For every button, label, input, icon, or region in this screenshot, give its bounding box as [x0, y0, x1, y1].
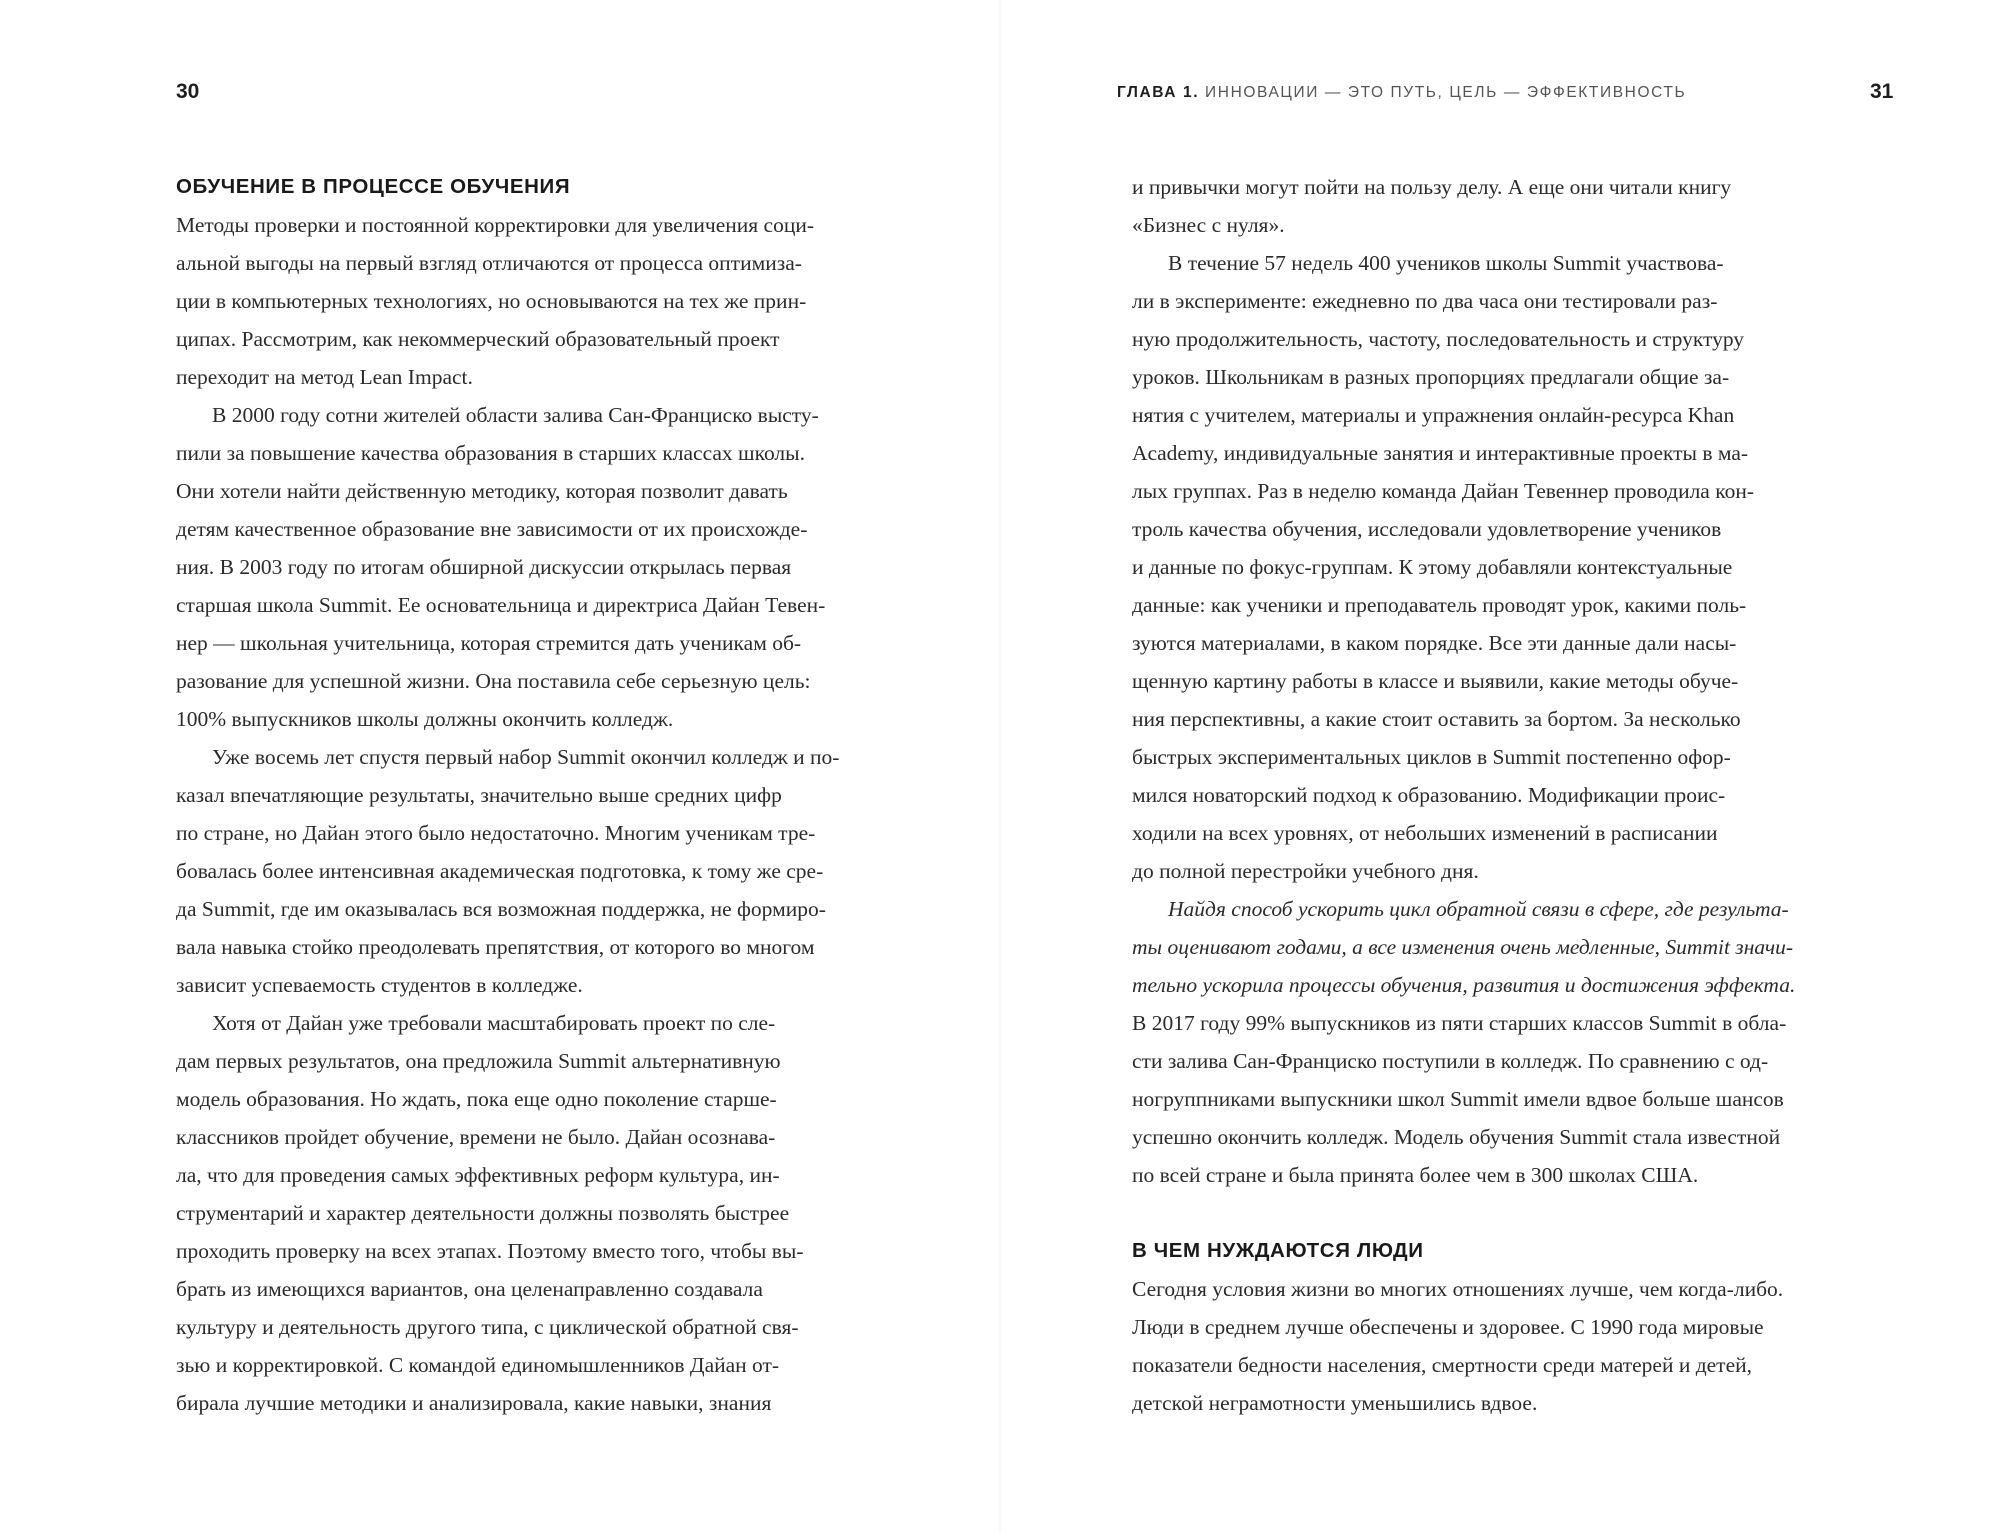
text-line: до полной перестройки учебного дня.	[1132, 859, 1479, 883]
text-line: дам первых результатов, она предложила Summit альтернативную	[176, 1049, 781, 1073]
text-line: мился новаторский подход к образованию. Модификации проис-	[1132, 783, 1726, 807]
running-head	[1117, 84, 1686, 102]
text-line: да Summit, где им оказывалась вся возможная поддержка, не формиро-	[176, 897, 826, 921]
text-line: Уже восемь лет спустя первый набор Summit окончил колледж и по-	[212, 745, 840, 769]
text-line: 100% выпускников школы должны окончить колледж.	[176, 707, 674, 731]
text-line: проходить проверку на всех этапах. Поэтому вместо того, чтобы вы-	[176, 1239, 804, 1263]
text-line: культуру и деятельность другого типа, с циклической обратной свя-	[176, 1315, 799, 1339]
page-number-right: 31	[1870, 80, 1894, 103]
text-line: Сегодня условия жизни во многих отношениях лучше, чем когда-либо.	[1132, 1277, 1784, 1301]
text-line: вала навыка стойко преодолевать препятствия, от которого во многом	[176, 935, 815, 959]
text-line: бирала лучшие методики и анализировала, какие навыки, знания	[176, 1391, 772, 1415]
text-line: ногруппниками выпускники школ Summit имели вдвое больше шансов	[1132, 1087, 1784, 1111]
text-line: нер — школьная учительница, которая стремится дать ученикам об-	[176, 631, 802, 655]
text-line: ную продолжительность, частоту, последовательность и структуру	[1132, 327, 1745, 351]
running-head-chapter: ГЛАВА 1.	[1117, 84, 1200, 101]
text-line: пили за повышение качества образования в старших классах школы.	[176, 441, 805, 465]
text-line: уроков. Школьникам в разных пропорциях предлагали общие за-	[1132, 365, 1730, 389]
text-line: классников пройдет обучение, времени не было. Дайан осознава-	[176, 1125, 776, 1149]
text-line: ла, что для проведения самых эффективных реформ культура, ин-	[176, 1163, 780, 1187]
right-text-column	[1132, 168, 1884, 1422]
text-line: бовалась более интенсивная академическая подготовка, к тому же сре-	[176, 859, 824, 883]
section-heading-needs: В ЧЕМ НУЖДАЮТСЯ ЛЮДИ	[1132, 1239, 1424, 1262]
text-line: сти залива Сан-Франциско поступили в колледж. По сравнению с од-	[1132, 1049, 1769, 1073]
text-line: показатели бедности населения, смертности среди матерей и детей,	[1132, 1353, 1753, 1377]
text-line: зависит успеваемость студентов в колледже.	[176, 973, 583, 997]
text-line: быстрых экспериментальных циклов в Summit постепенно офор-	[1132, 745, 1731, 769]
text-line: разование для успешной жизни. Она поставила себе серьезную цель:	[176, 669, 811, 693]
text-line: модель образования. Но ждать, пока еще одно поколение старше-	[176, 1087, 777, 1111]
italic-text-line: ты оценивают годами, а все изменения очень медленные, Summit значи-	[1132, 935, 1793, 959]
text-line: щенную картину работы в классе и выявили, какие методы обуче-	[1132, 669, 1739, 693]
section-heading-learning: ОБУЧЕНИЕ В ПРОЦЕССЕ ОБУЧЕНИЯ	[176, 175, 571, 198]
text-line: детям качественное образование вне зависимости от их происхожде-	[176, 517, 808, 541]
text-line: ния. В 2003 году по итогам обширной дискуссии открылась первая	[176, 555, 792, 579]
text-line: В 2000 году сотни жителей области залива Сан-Франциско высту-	[212, 403, 819, 427]
text-line: нятия с учителем, материалы и упражнения онлайн-ресурса Khan	[1132, 403, 1735, 427]
text-line: брать из имеющихся вариантов, она целенаправленно создавала	[176, 1277, 763, 1301]
text-line: Они хотели найти действенную методику, которая позволит давать	[176, 479, 788, 503]
text-line: струментарий и характер деятельности должны позволять быстрее	[176, 1201, 790, 1225]
text-line: Хотя от Дайан уже требовали масштабировать проект по сле-	[212, 1011, 776, 1035]
text-line: переходит на метод Lean Impact.	[176, 365, 473, 389]
text-line: троль качества обучения, исследовали удовлетворение учеников	[1132, 517, 1722, 541]
text-line: по стране, но Дайан этого было недостаточно. Многим ученикам тре-	[176, 821, 816, 845]
text-line: ципах. Рассмотрим, как некоммерческий образовательный проект	[176, 327, 780, 351]
text-line: Методы проверки и постоянной корректировки для увеличения соци-	[176, 213, 814, 237]
text-line: лых группах. Раз в неделю команда Дайан Тевеннер проводила кон-	[1132, 479, 1754, 503]
text-line: ния перспективны, а какие стоит оставить за бортом. За несколько	[1132, 707, 1741, 731]
italic-text-line: тельно ускорила процессы обучения, развития и достижения эффекта.	[1132, 973, 1796, 997]
text-line: и данные по фокус-группам. К этому добавляли контекстуальные	[1132, 555, 1733, 579]
right-page	[1000, 0, 2000, 1533]
text-line: ходили на всех уровнях, от небольших изменений в расписании	[1132, 821, 1718, 845]
italic-text-line: Найдя способ ускорить цикл обратной связи в сфере, где результа-	[1168, 897, 1789, 921]
text-line: ли в эксперименте: ежедневно по два часа они тестировали раз-	[1132, 289, 1718, 313]
text-line: Academy, индивидуальные занятия и интерактивные проекты в ма-	[1132, 441, 1749, 465]
text-line: Люди в среднем лучше обеспечены и здоровее. С 1990 года мировые	[1132, 1315, 1764, 1339]
text-line: данные: как ученики и преподаватель проводят урок, какими поль-	[1132, 593, 1747, 617]
text-line: В 2017 году 99% выпускников из пяти старших классов Summit в обла-	[1132, 1011, 1787, 1035]
text-line: казал впечатляющие результаты, значительно выше средних цифр	[176, 783, 782, 807]
left-text-column	[176, 168, 928, 1422]
text-line: успешно окончить колледж. Модель обучения Summit стала известной	[1132, 1125, 1781, 1149]
text-line: В течение 57 недель 400 учеников школы Summit участвова-	[1168, 251, 1724, 275]
text-line: старшая школа Summit. Ее основательница и директриса Дайан Тевен-	[176, 593, 826, 617]
text-line: по всей стране и была принята более чем в 300 школах США.	[1132, 1163, 1699, 1187]
text-line: альной выгоды на первый взгляд отличаются от процесса оптимиза-	[176, 251, 802, 275]
page-number-left: 30	[176, 80, 200, 103]
text-line: зуются материалами, в каком порядке. Все эти данные дали насы-	[1132, 631, 1737, 655]
text-line: и привычки могут пойти на пользу делу. А еще они читали книгу	[1132, 175, 1732, 199]
running-head-title: ИННОВАЦИИ — ЭТО ПУТЬ, ЦЕЛЬ — ЭФФЕКТИВНОСТЬ	[1205, 84, 1687, 101]
text-line: зью и корректировкой. С командой единомышленников Дайан от-	[176, 1353, 780, 1377]
text-line: «Бизнес с нуля».	[1132, 213, 1285, 237]
text-line: ции в компьютерных технологиях, но основываются на тех же прин-	[176, 289, 807, 313]
section-gap	[1132, 1194, 1884, 1232]
text-line: детской неграмотности уменьшились вдвое.	[1132, 1391, 1538, 1415]
